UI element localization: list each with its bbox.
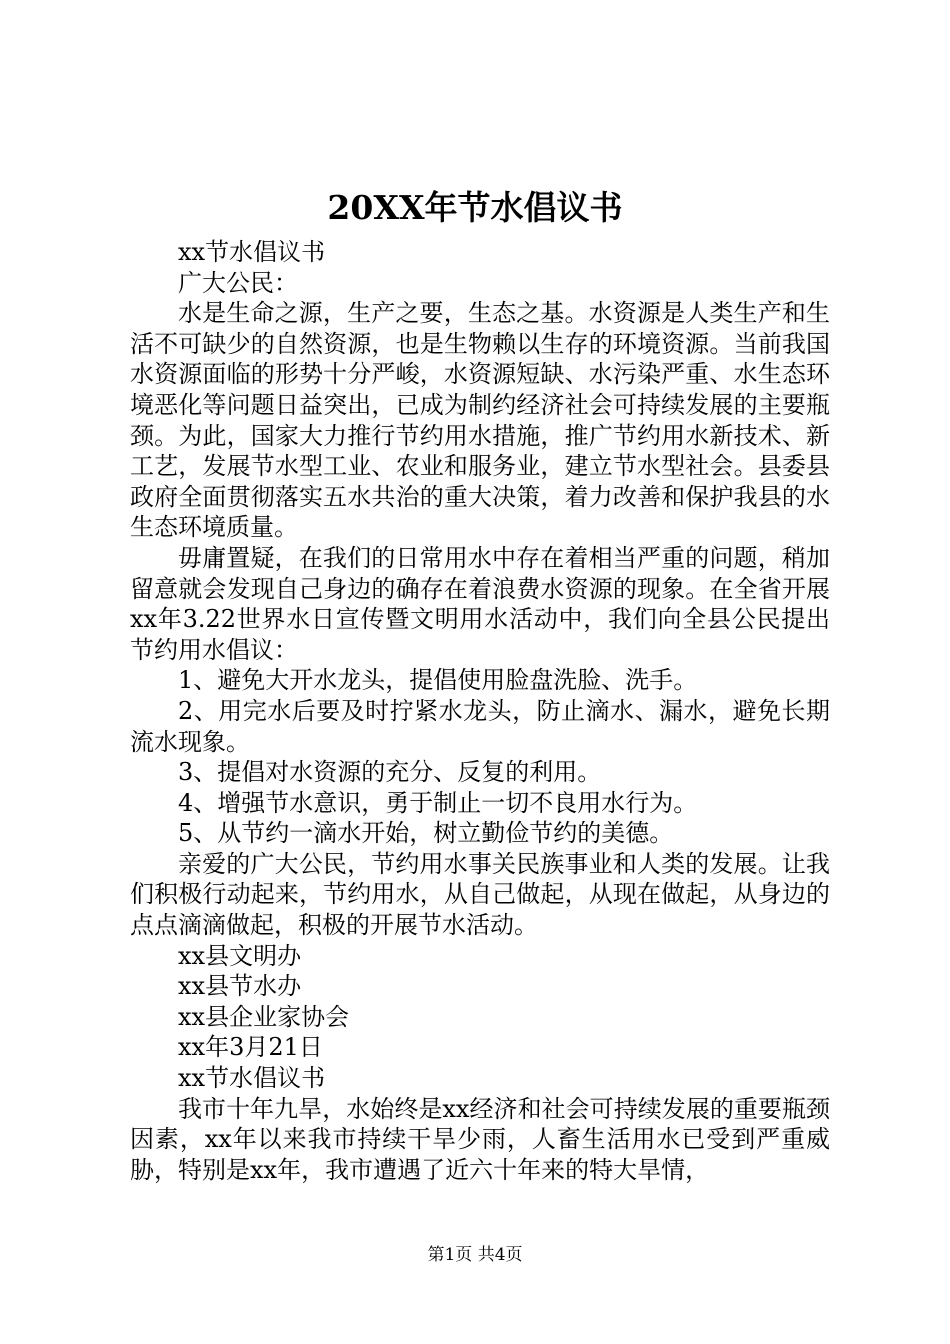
paragraph: xx节水倡议书 (178, 238, 326, 266)
list-item: 4、增强节水意识，勇于制止一切不良用水行为。 (178, 788, 698, 817)
salutation: 广大公民： (178, 268, 298, 297)
paragraph: 毋庸置疑，在我们的日常用水中存在着相当严重的问题，稍加留意就会发现自己身边的确存在着浪费水资源的现象。在全省开展xx年3.22世界水日宣传暨文明用水活动中，我们向全县公民提出节约用水倡议： (130, 543, 830, 664)
document-title: 20XX年节水倡议书 (327, 188, 623, 227)
signature-line: xx县节水办 (178, 972, 302, 1001)
signature-line: xx县文明办 (178, 941, 302, 970)
signature-line: xx县企业家协会 (178, 1002, 350, 1031)
page-footer: 第1页 共4页 (427, 1245, 523, 1265)
list-item: 1、避免大开水龙头，提倡使用脸盘洗脸、洗手。 (178, 666, 698, 695)
list-item: 2、用完水后要及时拧紧水龙头，防止滴水、漏水，避免长期流水现象。 (130, 696, 830, 756)
list-item: 5、从节约一滴水开始，树立勤俭节约的美德。 (178, 819, 674, 848)
paragraph: 我市十年九旱，水始终是xx经济和社会可持续发展的重要瓶颈因素，xx年以来我市持续干旱少雨，人畜生活用水已受到严重威胁，特别是xx年，我市遭遇了近六十年来的特大旱情， (130, 1094, 830, 1184)
section-heading: xx节水倡议书 (178, 1064, 326, 1093)
list-item: 3、提倡对水资源的充分、反复的利用。 (178, 758, 602, 787)
paragraph: 水是生命之源，生产之要，生态之基。水资源是人类生产和生活不可缺少的自然资源，也是生物赖以生存的环境资源。当前我国水资源面临的形势十分严峻，水资源短缺、水污染严重、水生态环境恶化等问题日益突出，已成为制约经济社会可持续发展的主要瓶颈。为此，国家大力推行节约用水措施，推广节约用水新技术、新工艺，发展节水型工业、农业和服务业，建立节水型社会。县委县政府全面贯彻落实五水共治的重大决策，着力改善和保护我县的水生态环境质量。 (130, 299, 830, 542)
date-line: xx年3月21日 (178, 1033, 323, 1062)
paragraph: 亲爱的广大公民，节约用水事关民族事业和人类的发展。让我们积极行动起来，节约用水，从自己做起，从现在做起，从身边的点点滴滴做起，积极的开展节水活动。 (130, 849, 830, 940)
document-body (130, 237, 830, 1185)
